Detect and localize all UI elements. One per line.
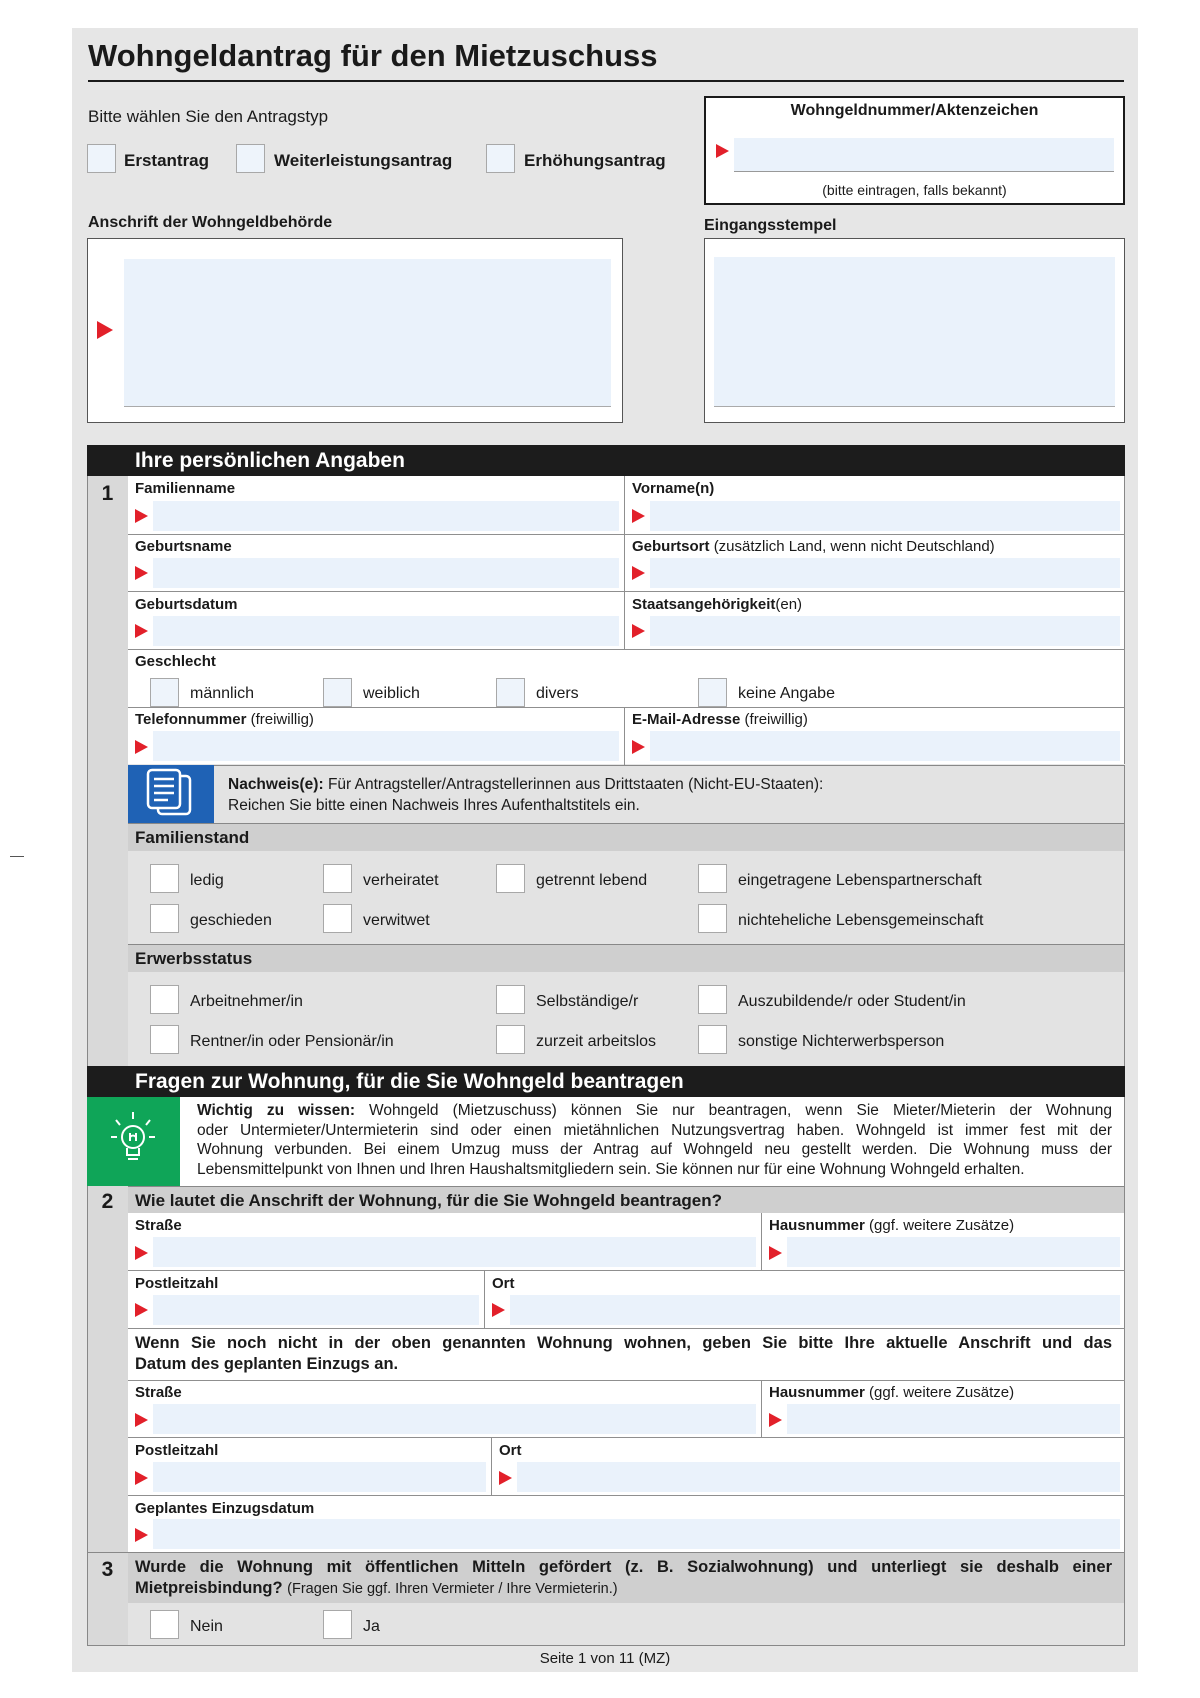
- email-label: E-Mail-Adresse (freiwillig): [632, 711, 808, 728]
- familienname-input[interactable]: [153, 501, 619, 531]
- ja-checkbox[interactable]: [323, 1610, 352, 1639]
- stempel-label: Eingangsstempel: [704, 217, 837, 234]
- aktenzeichen-input[interactable]: [734, 138, 1114, 172]
- strasse-label: Straße: [135, 1217, 182, 1234]
- lebenspartnerschaft-checkbox[interactable]: [698, 864, 727, 893]
- lebensgemeinschaft-label: nichteheliche Lebensgemeinschaft: [738, 912, 984, 929]
- geburtsort-label: Geburtsort (zusätzlich Land, wenn nicht Deutschland): [632, 538, 995, 555]
- einzugsdatum-input[interactable]: [153, 1519, 1120, 1549]
- section1-divider-2: [624, 708, 625, 766]
- verheiratet-checkbox[interactable]: [323, 864, 352, 893]
- telefon-arrow-icon: [135, 740, 148, 754]
- ort-label: Ort: [492, 1275, 515, 1292]
- strasse-2-arrow-icon: [135, 1413, 148, 1427]
- hausnummer-2-label: Hausnummer (ggf. weitere Zusätze): [769, 1384, 1015, 1401]
- geburtsname-input[interactable]: [153, 558, 619, 588]
- selbstaendig-checkbox[interactable]: [496, 985, 525, 1014]
- einzugsdatum-arrow-icon: [135, 1528, 148, 1542]
- geschieden-label: geschieden: [190, 912, 272, 929]
- verheiratet-label: verheiratet: [363, 872, 439, 889]
- row-divider: [128, 1328, 1125, 1329]
- lightbulb-icon: [87, 1097, 180, 1186]
- field-divider: [761, 1380, 762, 1437]
- plz-arrow-icon: [135, 1303, 148, 1317]
- ort-arrow-icon: [492, 1303, 505, 1317]
- selbstaendig-label: Selbständige/r: [536, 993, 639, 1010]
- familienname-label: Familienname: [135, 480, 236, 497]
- geschieden-checkbox[interactable]: [150, 904, 179, 933]
- telefon-note: (freiwillig): [250, 711, 314, 728]
- erhoehungsantrag-checkbox[interactable]: [486, 144, 515, 173]
- row-divider: [128, 591, 1125, 592]
- document-icon: [128, 765, 214, 823]
- staatsangehoerigkeit-input[interactable]: [650, 616, 1120, 646]
- aktenzeichen-hint: (bitte eintragen, falls bekannt): [822, 182, 1007, 198]
- behoerde-label: Anschrift der Wohngeldbehörde: [88, 214, 333, 231]
- ort-2-input[interactable]: [517, 1462, 1120, 1492]
- plz-label: Postleitzahl: [135, 1275, 219, 1292]
- weiterleistungsantrag-checkbox[interactable]: [236, 144, 265, 173]
- familienname-arrow-icon: [135, 509, 148, 523]
- rentner-label: Rentner/in oder Pensionär/in: [190, 1033, 394, 1050]
- auszubildende-checkbox[interactable]: [698, 985, 727, 1014]
- telefon-input[interactable]: [153, 731, 619, 761]
- geburtsdatum-arrow-icon: [135, 624, 148, 638]
- einzugsdatum-label: Geplantes Einzugsdatum: [135, 1500, 315, 1517]
- nein-checkbox[interactable]: [150, 1610, 179, 1639]
- aktenzeichen-title: Wohngeldnummer/Aktenzeichen: [790, 102, 1039, 119]
- nachweis-icon-panel: [128, 765, 214, 823]
- geburtsdatum-input[interactable]: [153, 616, 619, 646]
- field-divider: [484, 1270, 485, 1328]
- plz-2-input[interactable]: [153, 1462, 486, 1492]
- hausnummer-2-input[interactable]: [787, 1404, 1120, 1434]
- telefon-label: Telefonnummer (freiwillig): [135, 711, 314, 728]
- erwerbsstatus-body: [128, 972, 1125, 1066]
- geschlecht-label: Geschlecht: [135, 653, 216, 670]
- question3-options: [128, 1603, 1125, 1646]
- ledig-checkbox[interactable]: [150, 864, 179, 893]
- divers-checkbox[interactable]: [496, 678, 525, 707]
- strasse-2-input[interactable]: [153, 1404, 756, 1434]
- field-divider: [761, 1213, 762, 1270]
- behoerde-arrow-icon: [97, 321, 113, 339]
- hausnummer-label: Hausnummer (ggf. weitere Zusätze): [769, 1217, 1015, 1234]
- hausnummer-input[interactable]: [787, 1237, 1120, 1267]
- arbeitnehmer-label: Arbeitnehmer/in: [190, 993, 303, 1010]
- row-divider: [128, 707, 1125, 708]
- erstantrag-label: Erstantrag: [124, 151, 210, 170]
- ort-2-arrow-icon: [499, 1471, 512, 1485]
- geburtsort-arrow-icon: [632, 566, 645, 580]
- email-arrow-icon: [632, 740, 645, 754]
- hausnummer-arrow-icon: [769, 1246, 782, 1260]
- geburtsdatum-label: Geburtsdatum: [135, 596, 238, 613]
- section2-header: Fragen zur Wohnung, für die Sie Wohngeld beantragen: [87, 1066, 1125, 1097]
- strasse-2-label: Straße: [135, 1384, 182, 1401]
- staatsangehoerigkeit-arrow-icon: [632, 624, 645, 638]
- vorname-label: Vorname(n): [632, 480, 715, 497]
- keine-angabe-checkbox[interactable]: [698, 678, 727, 707]
- section1-number-column: [87, 476, 128, 1066]
- verwitwet-label: verwitwet: [363, 912, 430, 929]
- lebenspartnerschaft-label: eingetragene Lebenspartnerschaft: [738, 872, 982, 889]
- ort-2-label: Ort: [499, 1442, 522, 1459]
- row-divider: [128, 534, 1125, 535]
- email-input[interactable]: [650, 731, 1120, 761]
- question3-text: Wurde die Wohnung mit öffentlichen Mitteln gefördert (z. B. Sozialwohnung) und unterliegt sie deshalb einer Mietpreisbindung? (Fragen Sie ggf. Ihren Vermieter / Ihre Vermieterin.): [135, 1558, 1112, 1597]
- vorname-input[interactable]: [650, 501, 1120, 531]
- arbeitnehmer-checkbox[interactable]: [150, 985, 179, 1014]
- question3-note: (Fragen Sie ggf. Ihren Vermieter / Ihre Vermieterin.): [287, 1581, 618, 1597]
- auszubildende-label: Auszubildende/r oder Student/in: [738, 993, 966, 1010]
- nichterwerbsperson-label: sonstige Nichterwerbsperson: [738, 1033, 945, 1050]
- margin-tick: [10, 856, 24, 857]
- question2-text: Wie lautet die Anschrift der Wohnung, für die Sie Wohngeld beantragen?: [128, 1186, 1125, 1213]
- row-divider: [128, 649, 1125, 650]
- getrennt-lebend-checkbox[interactable]: [496, 864, 525, 893]
- rentner-checkbox[interactable]: [150, 1025, 179, 1054]
- familienstand-body: [128, 851, 1125, 944]
- maennlich-checkbox[interactable]: [150, 678, 179, 707]
- page-footer: Seite 1 von 11 (MZ): [539, 1650, 671, 1667]
- geburtsname-label: Geburtsname: [135, 538, 232, 555]
- weiblich-label: weiblich: [363, 685, 420, 702]
- plz-2-label: Postleitzahl: [135, 1442, 219, 1459]
- info-text: Wichtig zu wissen: Wohngeld (Mietzuschuss) können Sie nur beantragen, wenn Sie Mieter/Mieterin der Wohnung oder Untermieter/Untermieterin sind oder einen mietähnlichen Nutzungsvertrag haben. Wohngeld ist immer fest mit der Wohnung verbunden. Bei einem Umzug muss der Antrag auf Wohngeld neu gestellt werden. Die Wohnung muss der Lebensmittelpunkt von Ihnen und Ihren Haushaltsmitgliedern sein. Sie können nur für eine Wohnung Wohngeld erhalten.: [197, 1102, 1112, 1178]
- plz-2-arrow-icon: [135, 1471, 148, 1485]
- question2-number: 2: [101, 1190, 114, 1213]
- behoerde-input[interactable]: [124, 259, 611, 407]
- keine-angabe-label: keine Angabe: [738, 685, 835, 702]
- lebensgemeinschaft-checkbox[interactable]: [698, 904, 727, 933]
- staatsangehoerigkeit-note: (en): [775, 596, 803, 613]
- getrennt-lebend-label: getrennt lebend: [536, 872, 648, 889]
- row-divider: [128, 1495, 1125, 1496]
- geburtsort-note: (zusätzlich Land, wenn nicht Deutschland): [713, 538, 995, 555]
- plz-input[interactable]: [153, 1295, 479, 1325]
- staatsangehoerigkeit-label: Staatsangehörigkeit(en): [632, 596, 803, 613]
- section1-header: Ihre persönlichen Angaben: [87, 445, 1125, 476]
- geburtsort-input[interactable]: [650, 558, 1120, 588]
- arbeitslos-checkbox[interactable]: [496, 1025, 525, 1054]
- question3-number: 3: [101, 1558, 114, 1581]
- section1-number: 1: [101, 482, 114, 505]
- strasse-arrow-icon: [135, 1246, 148, 1260]
- strasse-input[interactable]: [153, 1237, 756, 1267]
- erstantrag-checkbox[interactable]: [87, 144, 116, 173]
- field-divider: [491, 1437, 492, 1495]
- hausnummer-2-arrow-icon: [769, 1413, 782, 1427]
- maennlich-label: männlich: [190, 685, 255, 702]
- arbeitslos-label: zurzeit arbeitslos: [536, 1033, 657, 1050]
- row-divider: [128, 1380, 1125, 1381]
- geburtsname-arrow-icon: [135, 566, 148, 580]
- section1-divider: [624, 476, 625, 650]
- weiblich-checkbox[interactable]: [323, 678, 352, 707]
- page-title: Wohngeldantrag für den Mietzuschuss: [88, 38, 658, 73]
- email-note: (freiwillig): [744, 711, 808, 728]
- row-divider: [128, 1270, 1125, 1271]
- nein-label: Nein: [190, 1618, 223, 1635]
- info-icon-panel: [87, 1097, 180, 1186]
- title-rule: [88, 80, 1124, 82]
- familienstand-header: Familienstand: [128, 823, 1125, 851]
- stempel-area: [714, 257, 1115, 407]
- row-divider: [128, 1437, 1125, 1438]
- ledig-label: ledig: [190, 872, 224, 889]
- weiterleistungsantrag-label: Weiterleistungsantrag: [274, 151, 453, 170]
- ja-label: Ja: [363, 1618, 380, 1635]
- antragstyp-prompt: Bitte wählen Sie den Antragstyp: [88, 107, 329, 126]
- question2b-text: Wenn Sie noch nicht in der oben genannten Wohnung wohnen, geben Sie bitte Ihre aktuelle Anschrift und das Datum des geplanten Einzugs an.: [135, 1334, 1112, 1373]
- erhoehungsantrag-label: Erhöhungsantrag: [524, 151, 666, 170]
- divers-label: divers: [536, 685, 579, 702]
- vorname-arrow-icon: [632, 509, 645, 523]
- nachweis-text: Nachweis(e): Für Antragsteller/Antragstellerinnen aus Drittstaaten (Nicht-EU-Staaten): Reichen Sie bitte einen Nachweis Ihres Aufenthaltstitels ein.: [228, 776, 824, 814]
- ort-input[interactable]: [510, 1295, 1120, 1325]
- erwerbsstatus-header: Erwerbsstatus: [128, 944, 1125, 972]
- aktenzeichen-arrow-icon: [716, 144, 729, 158]
- nichterwerbsperson-checkbox[interactable]: [698, 1025, 727, 1054]
- verwitwet-checkbox[interactable]: [323, 904, 352, 933]
